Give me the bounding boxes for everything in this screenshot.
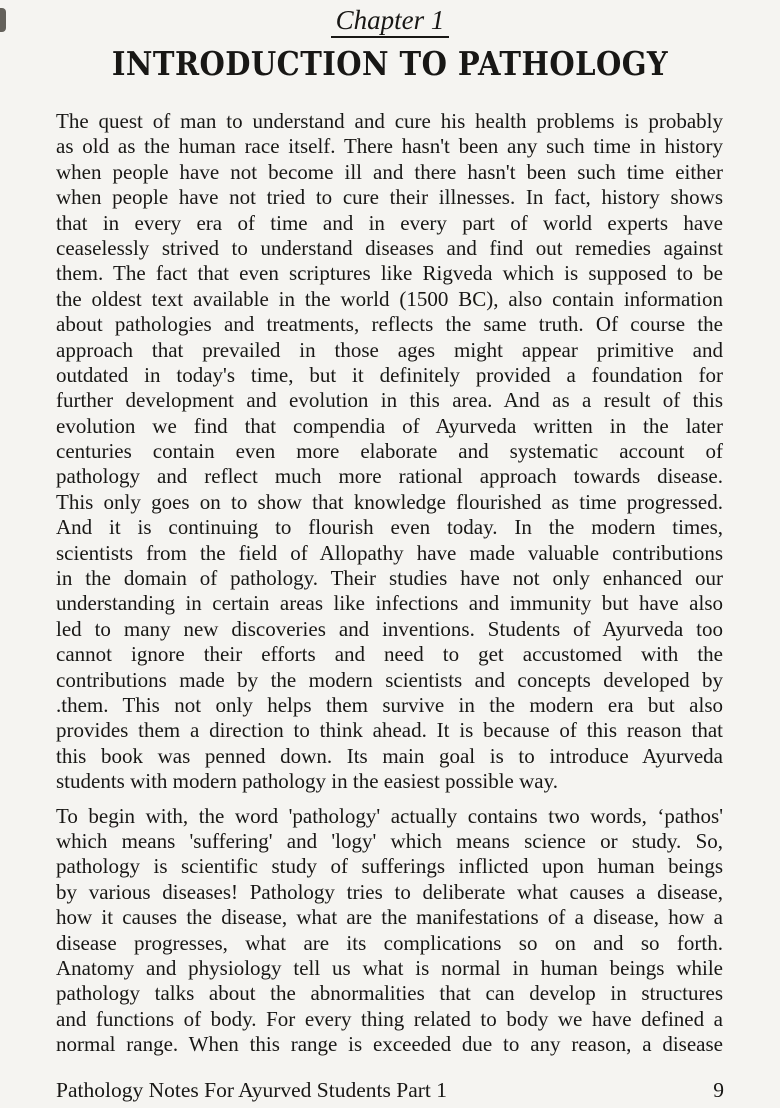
text-line: provides them a direction to think ahead. It is because of this reason that [56,718,723,743]
text-line: contributions made by the modern scientists and concepts developed by [56,667,723,692]
text-line: disease progresses, what are its complications so on and so forth. [56,930,723,955]
text-line: Anatomy and physiology tell us what is normal in human beings while [56,955,723,980]
chapter-label: Chapter 1 [331,4,450,38]
text-line: To begin with, the word 'pathology' actually contains two words, ‘pathos' [56,803,723,828]
footer-book-title: Pathology Notes For Ayurved Students Part 1 [56,1078,447,1102]
text-line: ceaselessly strived to understand diseases and find out remedies against [56,235,723,260]
text-line: evolution we find that compendia of Ayurveda written in the later [56,413,723,438]
text-line: them. The fact that even scriptures like Rigveda which is supposed to be [56,261,723,286]
text-line: scientists from the field of Allopathy have made valuable contributions [56,540,723,565]
text-line: and functions of body. For every thing related to body we have defined a [56,1006,723,1031]
text-line: And it is continuing to flourish even today. In the modern times, [56,515,723,540]
text-line: in the domain of pathology. Their studies have not only enhanced our [56,566,723,591]
text-line: further development and evolution in this area. And as a result of this [56,388,723,413]
page-footer [56,1077,724,1103]
text-line: led to many new discoveries and inventions. Students of Ayurveda too [56,616,723,641]
text-line: This only goes on to show that knowledge flourished as time progressed. [56,489,723,514]
text-line: when people have not become ill and there hasn't been such time either [56,159,723,184]
text-line: centuries contain even more elaborate and systematic account of [56,439,723,464]
text-line: approach that prevailed in those ages might appear primitive and [56,337,723,362]
chapter-heading [0,4,780,38]
text-line: how it causes the disease, what are the manifestations of a disease, how a [56,905,723,930]
text-line: understanding in certain areas like infections and immunity but have also [56,591,723,616]
text-line: by various diseases! Pathology tries to deliberate what causes a disease, [56,879,723,904]
text-line: when people have not tried to cure their illnesses. In fact, history shows [56,185,723,210]
text-line: which means 'suffering' and 'logy' which means science or study. So, [56,828,723,853]
paragraph [56,109,723,795]
text-line: this book was penned down. Its main goal is to introduce Ayurveda [56,743,723,768]
text-line: outdated in today's time, but it definitely provided a foundation for [56,362,723,387]
page-body [56,109,723,1057]
paragraph [56,804,723,1058]
text-line: pathology is scientific study of sufferings inflicted upon human beings [56,854,723,879]
text-line: students with modern pathology in the easiest possible way. [56,769,558,794]
text-line: that in every era of time and in every part of world experts have [56,210,723,235]
text-line: as old as the human race itself. There hasn't been any such time in history [56,134,723,159]
text-line: normal range. When this range is exceeded due to any reason, a disease [56,1032,723,1057]
text-line: about pathologies and treatments, reflects the same truth. Of course the [56,312,723,337]
text-line: .them. This not only helps them survive in the modern era but also [56,692,723,717]
text-line: pathology and reflect much more rational approach towards disease. [56,464,723,489]
text-line: pathology talks about the abnormalities that can develop in structures [56,981,723,1006]
text-line: the oldest text available in the world (1500 BC), also contain information [56,286,723,311]
text-line: cannot ignore their efforts and need to get accustomed with the [56,642,723,667]
footer-page-number: 9 [713,1078,724,1102]
page-title: INTRODUCTION TO PATHOLOGY [111,44,669,83]
text-line: The quest of man to understand and cure his health problems is probably [56,109,723,133]
